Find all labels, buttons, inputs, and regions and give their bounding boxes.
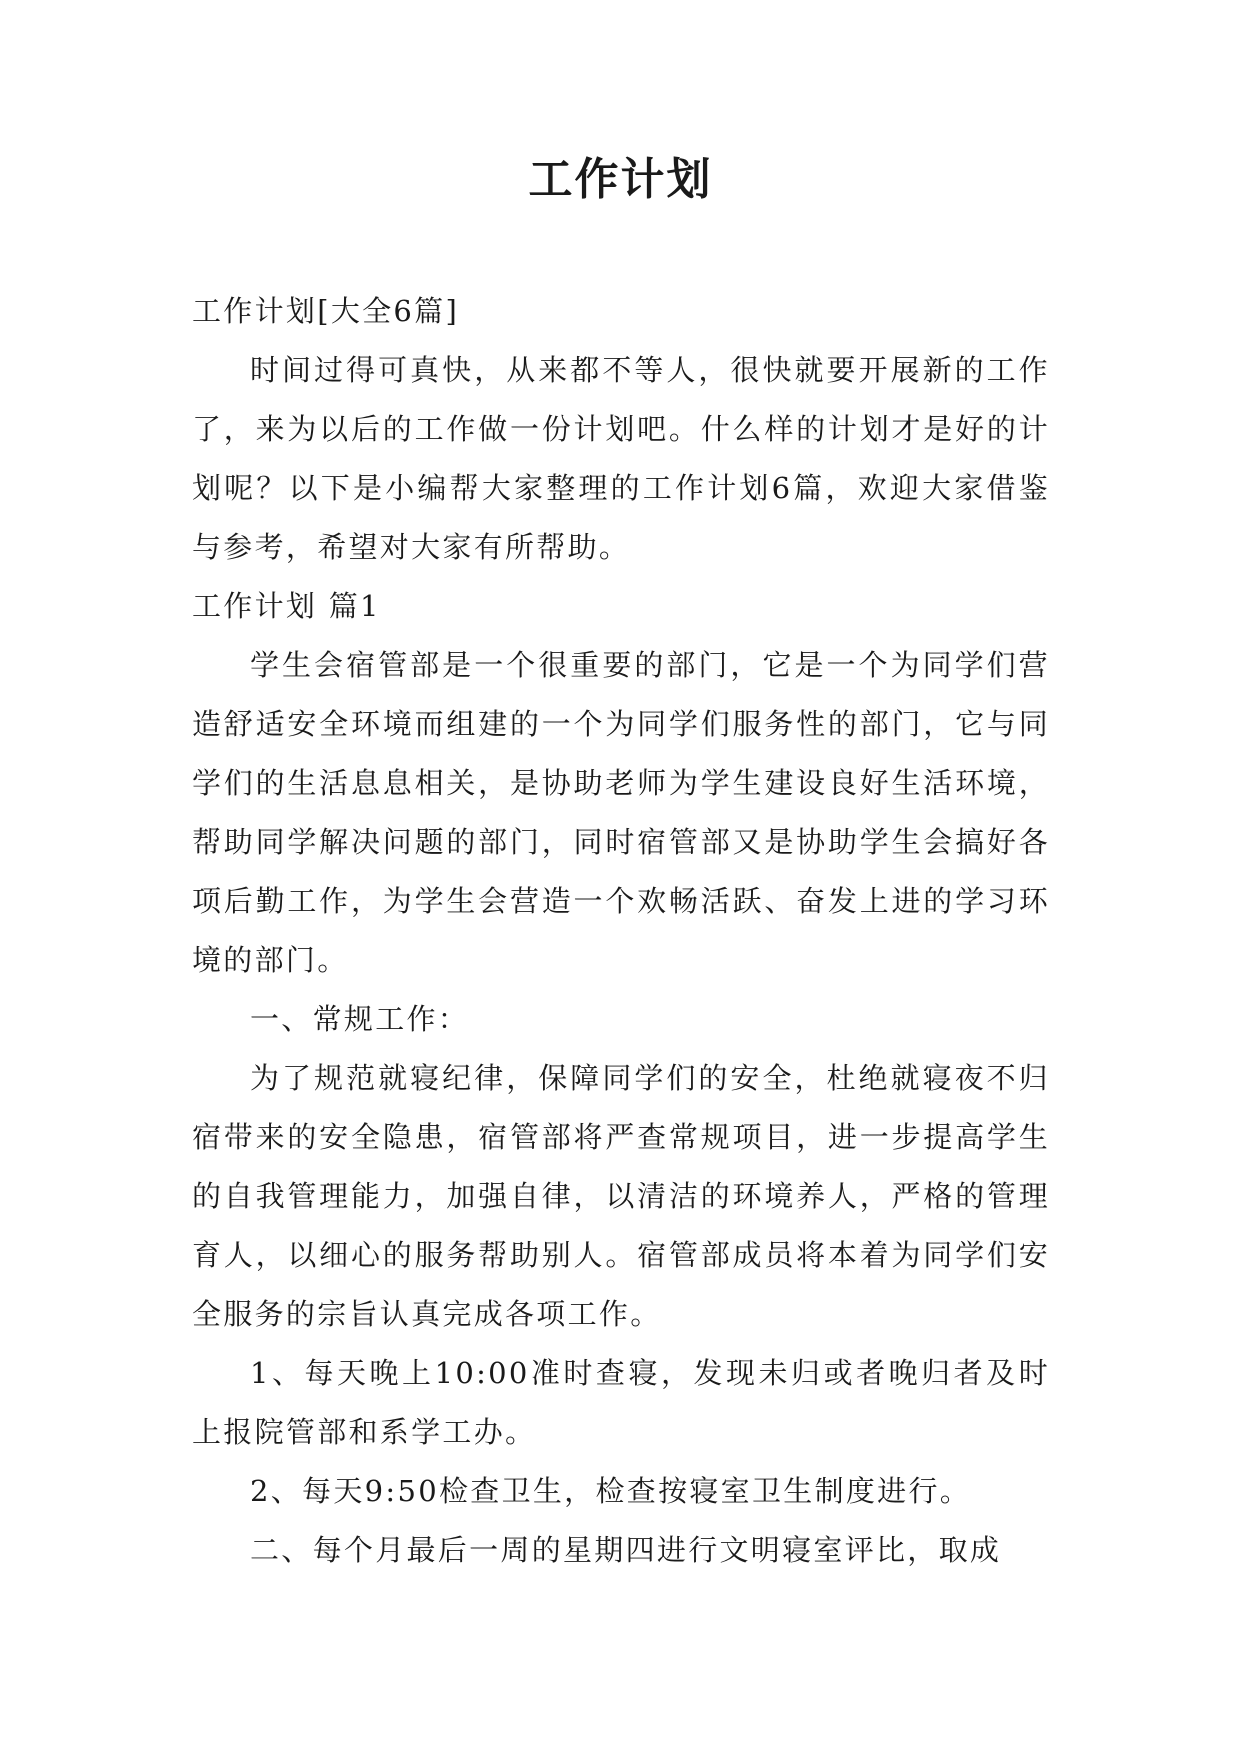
subsection-heading: 二、每个月最后一周的星期四进行文明寝室评比，取成 xyxy=(250,1533,1002,1567)
section-heading: 工作计划 篇1 xyxy=(192,589,381,623)
subtitle-line: 工作计划[大全6篇] xyxy=(192,294,460,328)
document-title: 工作计划 xyxy=(528,154,713,205)
document-body xyxy=(192,282,1050,1580)
body-paragraph: 学生会宿管部是一个很重要的部门，它是一个为同学们营造舒适安全环境而组建的一个为同学们服务性的部门，它与同学们的生活息息相关，是协助老师为学生建设良好生活环境，帮助同学解决问题的部门，同时宿管部又是协助学生会搞好各项后勤工作，为学生会营造一个欢畅活跃、奋发上进的学习环境的部门。 xyxy=(192,648,1050,977)
list-item: 2、每天9:50检查卫生，检查按寝室卫生制度进行。 xyxy=(250,1474,972,1508)
subsection-heading: 一、常规工作： xyxy=(250,1002,470,1036)
list-item: 1、每天晚上10:00准时查寝，发现未归或者晚归者及时上报院管部和系学工办。 xyxy=(192,1356,1050,1449)
body-paragraph: 为了规范就寝纪律，保障同学们的安全，杜绝就寝夜不归宿带来的安全隐患，宿管部将严查常规项目，进一步提高学生的自我管理能力，加强自律，以清洁的环境养人，严格的管理育人，以细心的服务帮助别人。宿管部成员将本着为同学们安全服务的宗旨认真完成各项工作。 xyxy=(192,1061,1050,1331)
intro-paragraph: 时间过得可真快，从来都不等人，很快就要开展新的工作了，来为以后的工作做一份计划吧。什么样的计划才是好的计划呢？以下是小编帮大家整理的工作计划6篇，欢迎大家借鉴与参考，希望对大家有所帮助。 xyxy=(192,353,1050,564)
